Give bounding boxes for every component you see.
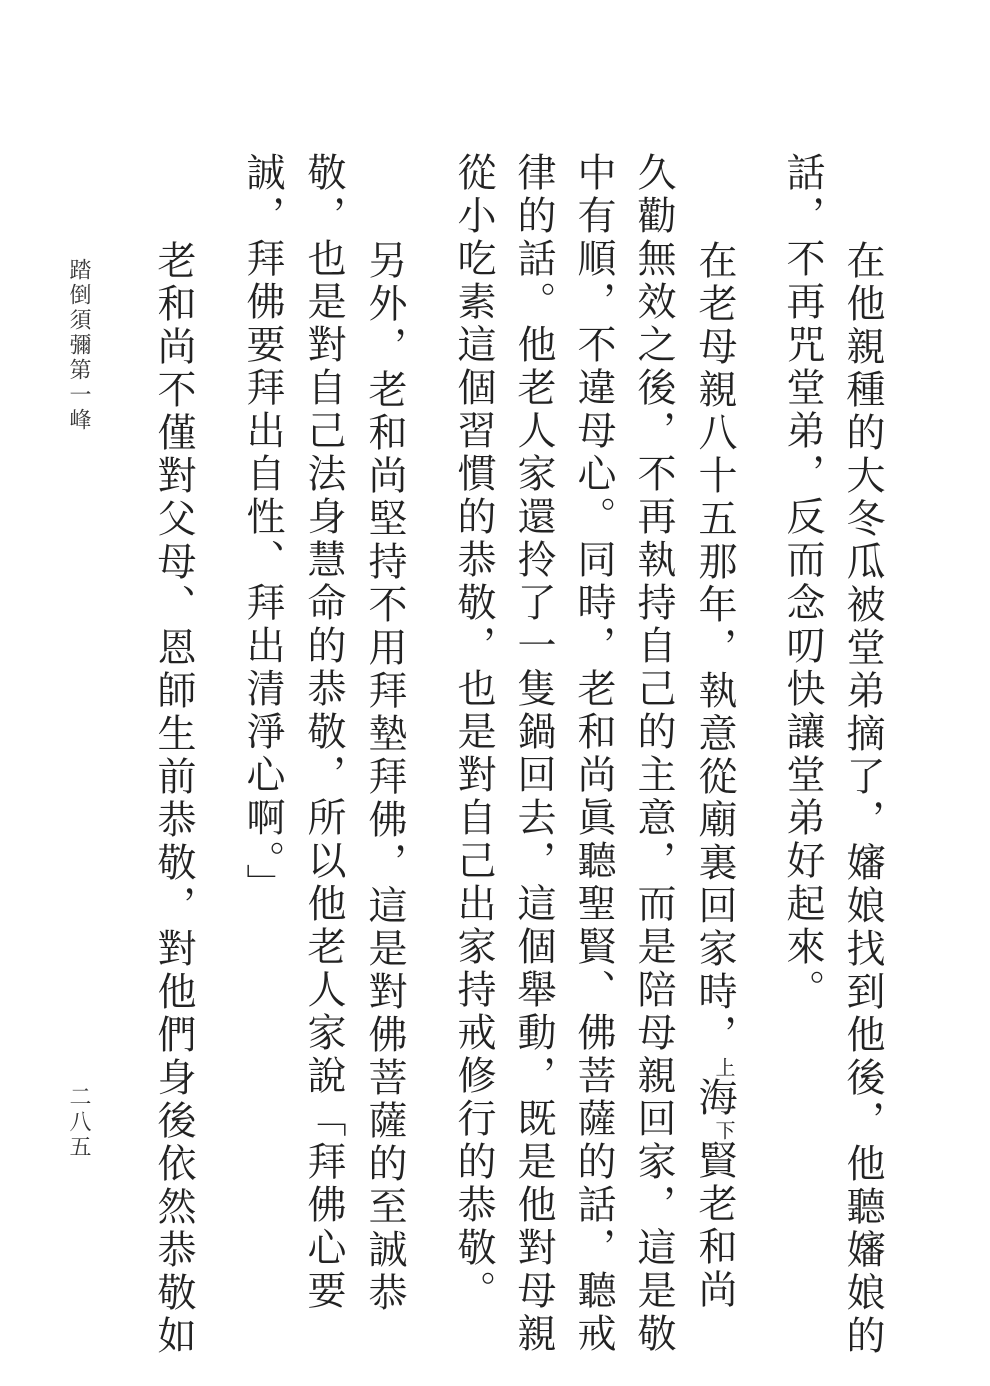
text-column-5: 中有順，不違母心。同時，老和尚眞聽聖賢、佛菩薩的話，聽戒 — [571, 152, 616, 1356]
text-column-3-part-3: 賢老和尚 — [692, 1140, 737, 1312]
text-column-2: 話，不再咒堂弟，反而念叨快讓堂弟好起來。 — [780, 152, 825, 1012]
text-column-3 — [692, 240, 737, 1312]
text-column-3-small-1: 上 — [712, 1057, 736, 1077]
text-column-10: 誠，拜佛要拜出自性、拜出清淨心啊。」 — [240, 152, 285, 907]
text-column-8: 另外，老和尚堅持不用拜墊拜佛，這是對佛菩薩的至誠恭 — [362, 240, 407, 1315]
text-column-4: 久勸無效之後，不再執持自己的主意，而是陪母親回家，這是敬 — [631, 152, 676, 1356]
text-column-11: 老和尚不僅對父母、恩師生前恭敬，對他們身後依然恭敬如 — [151, 240, 196, 1358]
text-column-3-part-1: 在老母親八十五那年，執意從廟裏回家時， — [692, 240, 737, 1057]
text-column-9: 敬，也是對自己法身慧命的恭敬，所以他老人家說「拜佛心要 — [301, 152, 346, 1313]
text-column-1: 在他親種的大冬瓜被堂弟摘了，嬸娘找到他後，他聽嬸娘的 — [840, 240, 885, 1358]
text-column-7: 從小吃素這個習慣的恭敬，也是對自己出家持戒修行的恭敬。 — [451, 152, 496, 1313]
running-title: 踏倒須彌第一峰 — [66, 258, 91, 433]
text-column-3-part-2: 海 — [692, 1077, 737, 1120]
page-number: 二八五 — [66, 1085, 91, 1160]
text-column-6: 律的話。他老人家還拎了一隻鍋回去，這個舉動，既是他對母親 — [511, 152, 556, 1356]
text-column-3-small-2: 下 — [712, 1120, 736, 1140]
